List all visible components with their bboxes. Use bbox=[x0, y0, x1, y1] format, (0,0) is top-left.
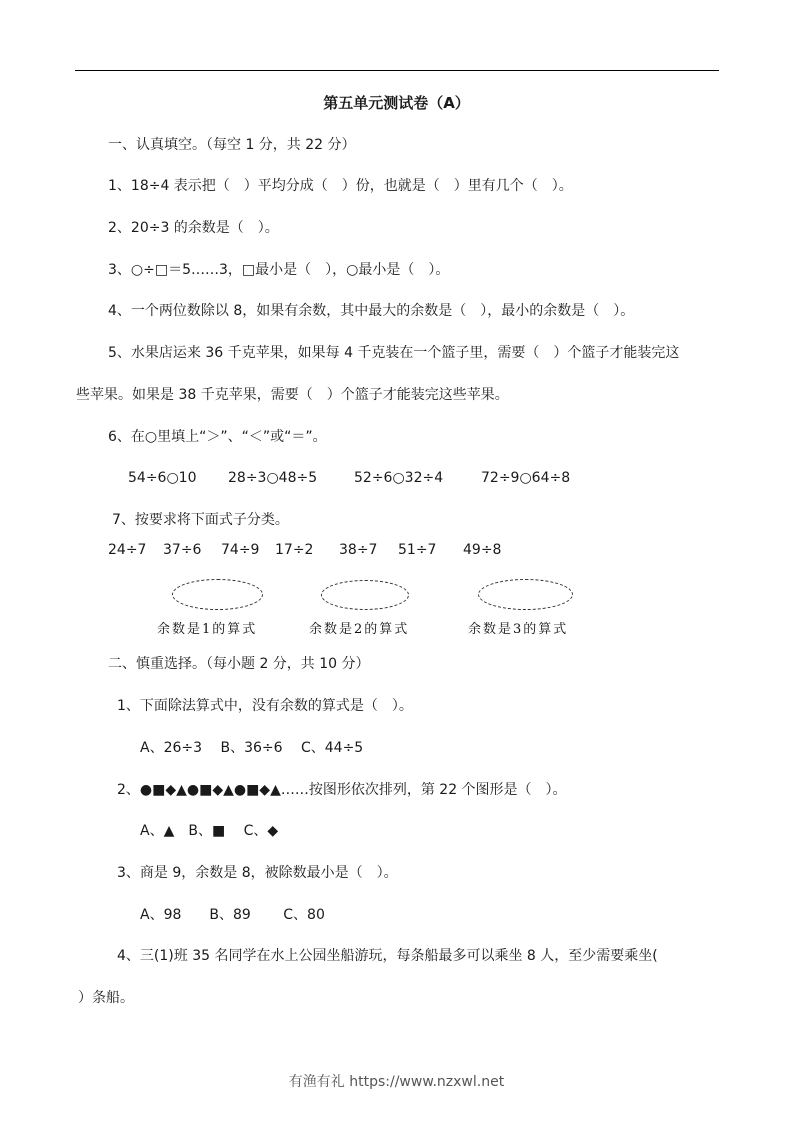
s1-question-4: 4、一个两位数除以 8，如果有余数，其中最大的余数是（ ），最小的余数是（ ）。 bbox=[108, 303, 635, 319]
s1-question-1: 1、18÷4 表示把（ ）平均分成（ ）份，也就是（ ）里有几个（ ）。 bbox=[108, 178, 573, 194]
oval-label: 余数是2的算式 bbox=[309, 622, 410, 637]
s2-question-4-line1: 4、三(1)班 35 名同学在水上公园坐船游玩，每条船最多可以乘坐 8 人，至少需要乘坐( bbox=[117, 948, 658, 964]
q6-item: 52÷6○32÷4 bbox=[354, 470, 444, 486]
page-title: 第五单元测试卷（A） bbox=[323, 94, 470, 112]
q7-item: 17÷2 bbox=[275, 542, 314, 558]
q6-item: 54÷6○10 bbox=[128, 470, 197, 486]
q6-item: 28÷3○48÷5 bbox=[228, 470, 318, 486]
oval-label: 余数是1的算式 bbox=[157, 622, 258, 637]
s2-question-2: 2、●■◆▲●■◆▲●■◆▲……按图形依次排列，第 22 个图形是（ ）。 bbox=[117, 782, 567, 798]
q7-item: 24÷7 bbox=[108, 542, 147, 558]
s1-question-6: 6、在○里填上“＞”、“＜”或“＝”。 bbox=[108, 429, 327, 445]
q7-item: 49÷8 bbox=[463, 542, 502, 558]
q6-item: 72÷9○64÷8 bbox=[481, 470, 571, 486]
s2-question-1-options: A、26÷3 B、36÷6 C、44÷5 bbox=[140, 740, 364, 756]
footer-watermark: 有渔有礼 https://www.nzxwl.net bbox=[288, 1074, 505, 1090]
s1-question-7: 7、按要求将下面式子分类。 bbox=[112, 512, 289, 528]
s2-question-4-line2: ）条船。 bbox=[78, 990, 134, 1006]
q7-item: 51÷7 bbox=[398, 542, 437, 558]
answer-oval[interactable] bbox=[321, 580, 409, 610]
s1-question-2: 2、20÷3 的余数是（ ）。 bbox=[108, 220, 279, 236]
s2-question-3: 3、商是 9，余数是 8，被除数最小是（ ）。 bbox=[117, 865, 398, 881]
section2-heading: 二、慎重选择。（每小题 2 分，共 10 分） bbox=[108, 656, 370, 672]
s1-question-5-line1: 5、水果店运来 36 千克苹果，如果每 4 千克装在一个篮子里，需要（ ）个篮子才能装完这 bbox=[108, 345, 680, 361]
q7-item: 38÷7 bbox=[339, 542, 378, 558]
classification-ovals bbox=[0, 578, 793, 638]
s1-question-5-line2: 些苹果。如果是 38 千克苹果，需要（ ）个篮子才能装完这些苹果。 bbox=[76, 387, 509, 403]
s2-question-1: 1、下面除法算式中，没有余数的算式是（ ）。 bbox=[117, 698, 413, 714]
s2-question-2-options: A、▲ B、■ C、◆ bbox=[140, 823, 279, 839]
section1-heading: 一、认真填空。（每空 1 分，共 22 分） bbox=[108, 137, 356, 153]
s2-question-3-options: A、98 B、89 C、80 bbox=[140, 907, 325, 923]
header-rule bbox=[75, 70, 719, 71]
oval-label: 余数是3的算式 bbox=[468, 622, 569, 637]
q7-item: 37÷6 bbox=[163, 542, 202, 558]
answer-oval[interactable] bbox=[172, 579, 263, 610]
answer-oval[interactable] bbox=[478, 579, 573, 610]
q7-item: 74÷9 bbox=[221, 542, 260, 558]
s1-question-3: 3、○÷□＝5……3，□最小是（ ），○最小是（ ）。 bbox=[108, 262, 450, 278]
